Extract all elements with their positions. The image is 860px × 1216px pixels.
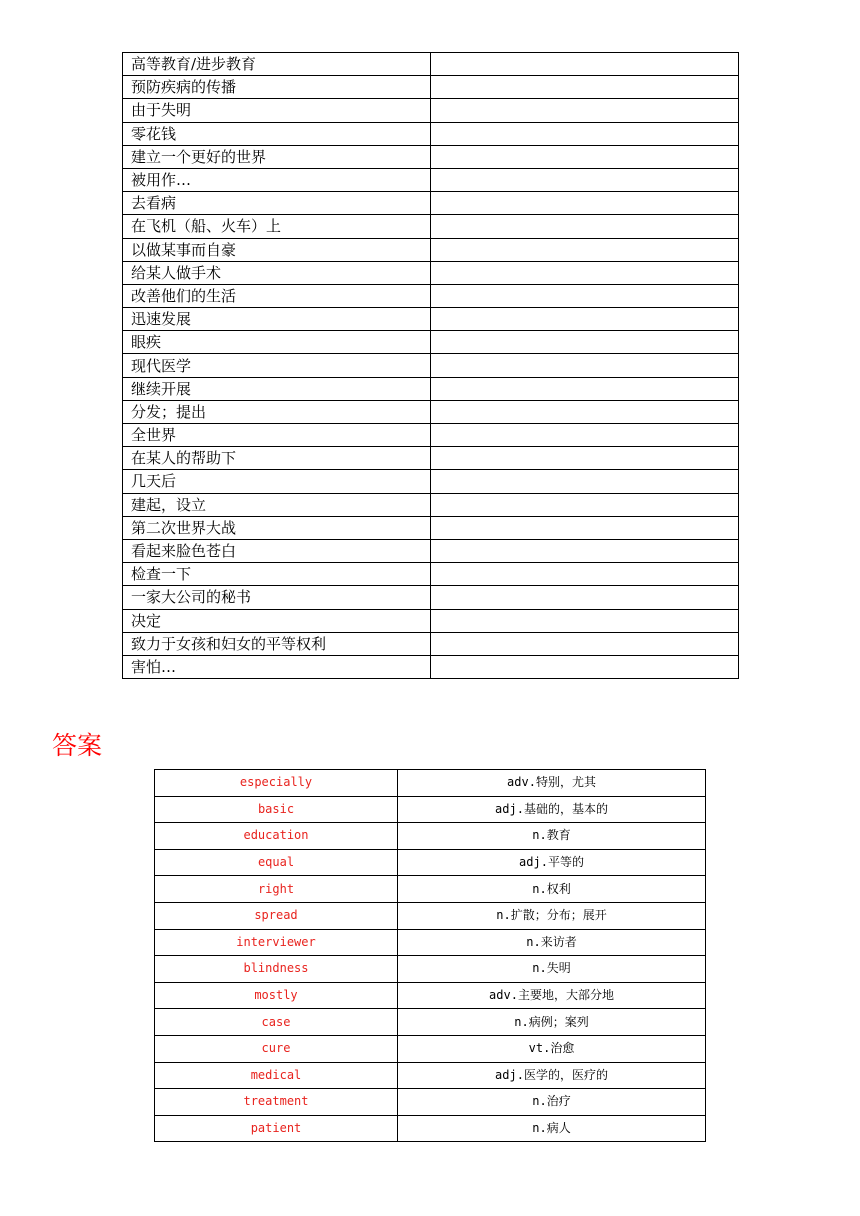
phrase-chinese-cell: 预防疾病的传播 [123,76,431,99]
answer-row [155,1009,706,1036]
phrase-row [123,215,739,238]
answer-row [155,770,706,797]
answer-meaning-cell: adv.特别，尤其 [398,770,706,797]
phrase-answer-blank-cell[interactable] [431,632,739,655]
phrase-answer-blank-cell[interactable] [431,238,739,261]
phrase-row [123,238,739,261]
answer-row [155,1062,706,1089]
phrase-answer-blank-cell[interactable] [431,192,739,215]
phrase-row [123,261,739,284]
phrase-answer-blank-cell[interactable] [431,53,739,76]
answer-meaning-cell: adj.平等的 [398,849,706,876]
answer-meaning-cell: n.教育 [398,823,706,850]
answer-word-cell: education [155,823,398,850]
answer-row [155,876,706,903]
phrase-chinese-cell: 第二次世界大战 [123,516,431,539]
phrase-chinese-cell: 在飞机（船、火车）上 [123,215,431,238]
answer-heading: 答案 [52,731,103,760]
answer-row [155,902,706,929]
answer-row [155,929,706,956]
answer-row [155,796,706,823]
answer-word-cell: blindness [155,956,398,983]
phrase-chinese-cell: 迅速发展 [123,308,431,331]
phrase-chinese-cell: 去看病 [123,192,431,215]
phrase-row [123,192,739,215]
phrase-answer-blank-cell[interactable] [431,539,739,562]
phrase-answer-blank-cell[interactable] [431,331,739,354]
answer-meaning-cell: adj.基础的，基本的 [398,796,706,823]
phrase-answer-blank-cell[interactable] [431,145,739,168]
phrase-row [123,331,739,354]
phrase-answer-blank-cell[interactable] [431,400,739,423]
answer-meaning-cell: adv.主要地，大部分地 [398,982,706,1009]
phrase-chinese-cell: 继续开展 [123,377,431,400]
phrase-chinese-cell: 眼疾 [123,331,431,354]
answer-word-cell: right [155,876,398,903]
phrase-row [123,354,739,377]
phrase-answer-blank-cell[interactable] [431,284,739,307]
phrase-chinese-cell: 建起，设立 [123,493,431,516]
phrase-row [123,76,739,99]
answer-word-cell: interviewer [155,929,398,956]
phrase-row [123,586,739,609]
answer-word-cell: especially [155,770,398,797]
phrase-row [123,284,739,307]
phrase-chinese-cell: 由于失明 [123,99,431,122]
phrase-row [123,516,739,539]
phrase-chinese-cell: 几天后 [123,470,431,493]
phrase-chinese-cell: 现代医学 [123,354,431,377]
phrase-answer-blank-cell[interactable] [431,122,739,145]
phrase-row [123,168,739,191]
phrase-row [123,470,739,493]
phrase-table-body [123,53,739,679]
phrase-answer-blank-cell[interactable] [431,168,739,191]
phrase-chinese-cell: 改善他们的生活 [123,284,431,307]
answer-row [155,849,706,876]
phrase-chinese-cell: 以做某事而自豪 [123,238,431,261]
phrase-answer-blank-cell[interactable] [431,516,739,539]
answer-row [155,1115,706,1142]
phrase-chinese-cell: 被用作… [123,168,431,191]
phrase-exercise-table [122,52,739,679]
phrase-answer-blank-cell[interactable] [431,76,739,99]
answer-word-cell: case [155,1009,398,1036]
answer-row [155,956,706,983]
phrase-row [123,424,739,447]
phrase-answer-blank-cell[interactable] [431,308,739,331]
answer-table-body [155,770,706,1142]
phrase-chinese-cell: 致力于女孩和妇女的平等权利 [123,632,431,655]
phrase-chinese-cell: 给某人做手术 [123,261,431,284]
answer-row [155,1035,706,1062]
phrase-chinese-cell: 零花钱 [123,122,431,145]
phrase-row [123,400,739,423]
answer-meaning-cell: n.权利 [398,876,706,903]
answer-meaning-cell: n.病人 [398,1115,706,1142]
phrase-row [123,377,739,400]
answer-row [155,1089,706,1116]
phrase-answer-blank-cell[interactable] [431,609,739,632]
phrase-answer-blank-cell[interactable] [431,215,739,238]
phrase-row [123,609,739,632]
answer-meaning-cell: n.失明 [398,956,706,983]
phrase-answer-blank-cell[interactable] [431,586,739,609]
answer-meaning-cell: adj.医学的，医疗的 [398,1062,706,1089]
answer-word-cell: patient [155,1115,398,1142]
phrase-answer-blank-cell[interactable] [431,470,739,493]
answer-word-cell: medical [155,1062,398,1089]
phrase-row [123,308,739,331]
phrase-answer-blank-cell[interactable] [431,493,739,516]
phrase-chinese-cell: 在某人的帮助下 [123,447,431,470]
answer-word-cell: mostly [155,982,398,1009]
phrase-row [123,122,739,145]
phrase-chinese-cell: 一家大公司的秘书 [123,586,431,609]
answer-table [154,769,706,1142]
phrase-row [123,493,739,516]
answer-row [155,823,706,850]
phrase-answer-blank-cell[interactable] [431,99,739,122]
phrase-chinese-cell: 建立一个更好的世界 [123,145,431,168]
answer-meaning-cell: n.扩散；分布；展开 [398,902,706,929]
answer-word-cell: cure [155,1035,398,1062]
phrase-row [123,563,739,586]
phrase-answer-blank-cell[interactable] [431,261,739,284]
phrase-row [123,447,739,470]
phrase-row [123,539,739,562]
answer-word-cell: basic [155,796,398,823]
phrase-answer-blank-cell[interactable] [431,447,739,470]
answer-word-cell: treatment [155,1089,398,1116]
phrase-answer-blank-cell[interactable] [431,354,739,377]
answer-meaning-cell: vt.治愈 [398,1035,706,1062]
phrase-chinese-cell: 看起来脸色苍白 [123,539,431,562]
phrase-chinese-cell: 全世界 [123,424,431,447]
phrase-chinese-cell: 决定 [123,609,431,632]
answer-meaning-cell: n.来访者 [398,929,706,956]
answer-word-cell: spread [155,902,398,929]
phrase-chinese-cell: 高等教育/进步教育 [123,53,431,76]
phrase-answer-blank-cell[interactable] [431,377,739,400]
answer-row [155,982,706,1009]
phrase-answer-blank-cell[interactable] [431,424,739,447]
phrase-row [123,632,739,655]
phrase-row [123,655,739,678]
phrase-row [123,53,739,76]
phrase-row [123,99,739,122]
phrase-answer-blank-cell[interactable] [431,563,739,586]
answer-meaning-cell: n.病例；案列 [398,1009,706,1036]
phrase-chinese-cell: 检查一下 [123,563,431,586]
phrase-chinese-cell: 害怕… [123,655,431,678]
phrase-chinese-cell: 分发；提出 [123,400,431,423]
phrase-answer-blank-cell[interactable] [431,655,739,678]
answer-meaning-cell: n.治疗 [398,1089,706,1116]
phrase-row [123,145,739,168]
answer-word-cell: equal [155,849,398,876]
